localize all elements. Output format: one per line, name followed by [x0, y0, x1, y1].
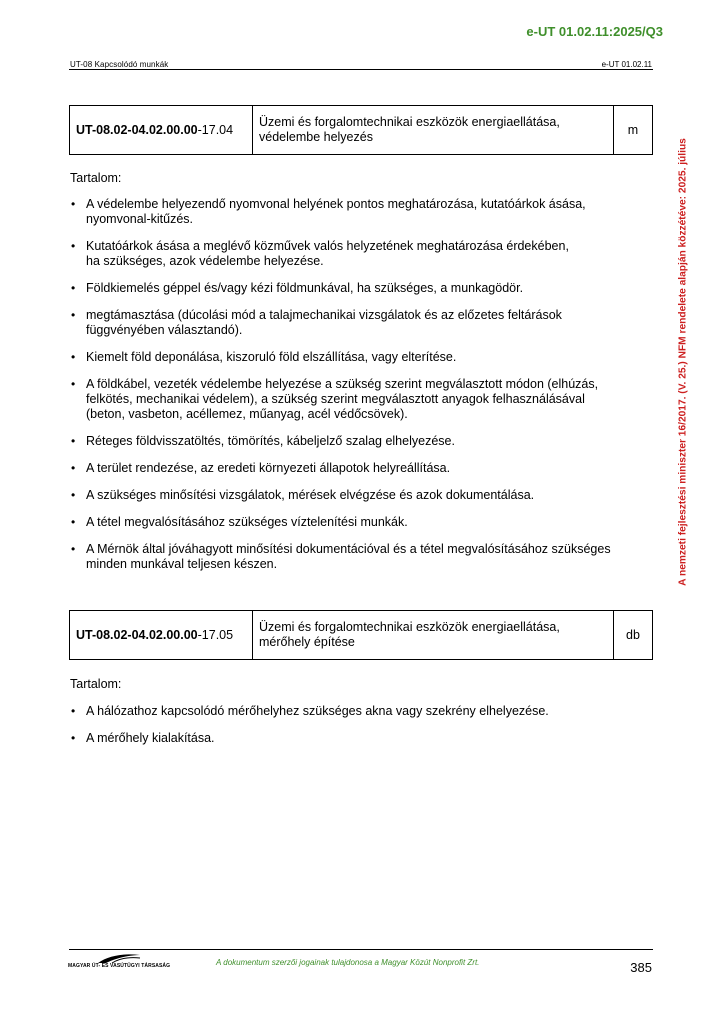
- list-item: • A Mérnök által jóváhagyott minősítési dokumentációval és a tétel megvalósításához szükséges minden munkával teljesen készen.: [71, 542, 611, 571]
- side-note-text: A nemzeti fejlesztési miniszter 16/2017. (V. 25.) NFM rendelete alapján közzétéve: 2025. július: [677, 138, 689, 586]
- bullet-icon: •: [71, 308, 76, 322]
- bullet-icon: •: [71, 488, 76, 502]
- copyright-notice: A dokumentum szerzői jogainak tulajdonosa a Magyar Közút Nonprofit Zrt.: [216, 958, 480, 967]
- bullet-icon: •: [71, 731, 76, 745]
- content-list: [70, 704, 660, 758]
- item-code-main: UT-08.02-04.02.00.00: [76, 123, 198, 137]
- list-item: • megtámasztása (dúcolási mód a talajmechanikai vizsgálatok és az előzetes feltárások függvényében választandó).: [71, 308, 562, 337]
- item-description: [253, 106, 614, 155]
- document-code: e-UT 01.02.11:2025/Q3: [526, 24, 663, 39]
- item-description-line: védelembe helyezés: [259, 130, 373, 144]
- content-list: [70, 197, 660, 584]
- list-item: • Kutatóárkok ásása a meglévő közművek valós helyzetének meghatározása érdekében, ha szükséges, azok védelembe helyezése.: [71, 239, 569, 268]
- list-item: • A szükséges minősítési vizsgálatok, mérések elvégzése és azok dokumentálása.: [71, 488, 535, 502]
- list-item: • Földkiemelés géppel és/vagy kézi földmunkával, ha szükséges, a munkagödör.: [71, 281, 524, 295]
- society-logo-text: MAGYAR ÚT- ÉS VASÚTÜGYI TÁRSASÁG: [68, 963, 171, 969]
- item-description-line: Üzemi és forgalomtechnikai eszközök energiaellátása,: [259, 620, 560, 634]
- list-item: • Réteges földvisszatöltés, tömörítés, kábeljelző szalag elhelyezése.: [71, 434, 455, 448]
- item-code-main: UT-08.02-04.02.00.00: [76, 628, 198, 642]
- item-description: [253, 611, 614, 660]
- item-description-line: Üzemi és forgalomtechnikai eszközök energiaellátása,: [259, 115, 560, 129]
- list-item: • Kiemelt föld deponálása, kiszoruló föld elszállítása, vagy elterítése.: [71, 350, 457, 364]
- publication-side-note: [676, 97, 690, 627]
- bullet-icon: •: [71, 197, 76, 211]
- bullet-icon: •: [71, 542, 76, 556]
- list-item: • A védelembe helyezendő nyomvonal helyének pontos meghatározása, kutatóárkok ásása, nyomvonal-kitűzés.: [71, 197, 586, 226]
- item-header-table: [69, 105, 653, 155]
- running-header-chapter: UT-08 Kapcsolódó munkák: [70, 60, 169, 69]
- item-unit: db: [614, 611, 653, 660]
- bullet-icon: •: [71, 515, 76, 529]
- bullet-icon: •: [71, 704, 76, 718]
- content-label: Tartalom:: [70, 677, 122, 691]
- content-label: Tartalom:: [70, 171, 122, 185]
- item-description-line: mérőhely építése: [259, 635, 355, 649]
- list-item: • A hálózathoz kapcsolódó mérőhelyhez szükséges akna vagy szekrény elhelyezése.: [71, 704, 549, 718]
- bullet-icon: •: [71, 281, 76, 295]
- bullet-icon: •: [71, 377, 76, 391]
- page-number: 385: [630, 960, 652, 975]
- item-code: [70, 611, 253, 660]
- item-code: [70, 106, 253, 155]
- list-item: • A tétel megvalósításához szükséges víztelenítési munkák.: [71, 515, 408, 529]
- header-divider: [69, 69, 653, 70]
- item-header-table: [69, 610, 653, 660]
- item-unit: m: [614, 106, 653, 155]
- society-logo: [68, 950, 171, 972]
- bullet-icon: •: [71, 461, 76, 475]
- item-code-suffix: -17.05: [197, 628, 234, 642]
- bullet-icon: •: [71, 239, 76, 253]
- item-code-suffix: -17.04: [197, 123, 234, 137]
- list-item: • A terület rendezése, az eredeti környezeti állapotok helyreállítása.: [71, 461, 451, 475]
- list-item: • A mérőhely kialakítása.: [71, 731, 215, 745]
- running-header-code: e-UT 01.02.11: [601, 60, 652, 69]
- list-item: • A földkábel, vezeték védelembe helyezése a szükség szerint megválasztott módon (elhúzás, felkötés, mechanikai védelem), a szükség szerint megválasztott anyagok felhasználásával (beton, vasbeton, acéllemez, műanyag, acél védőcsövek).: [71, 377, 599, 421]
- bullet-icon: •: [71, 350, 76, 364]
- road-swoosh-icon: [68, 950, 160, 964]
- bullet-icon: •: [71, 434, 76, 448]
